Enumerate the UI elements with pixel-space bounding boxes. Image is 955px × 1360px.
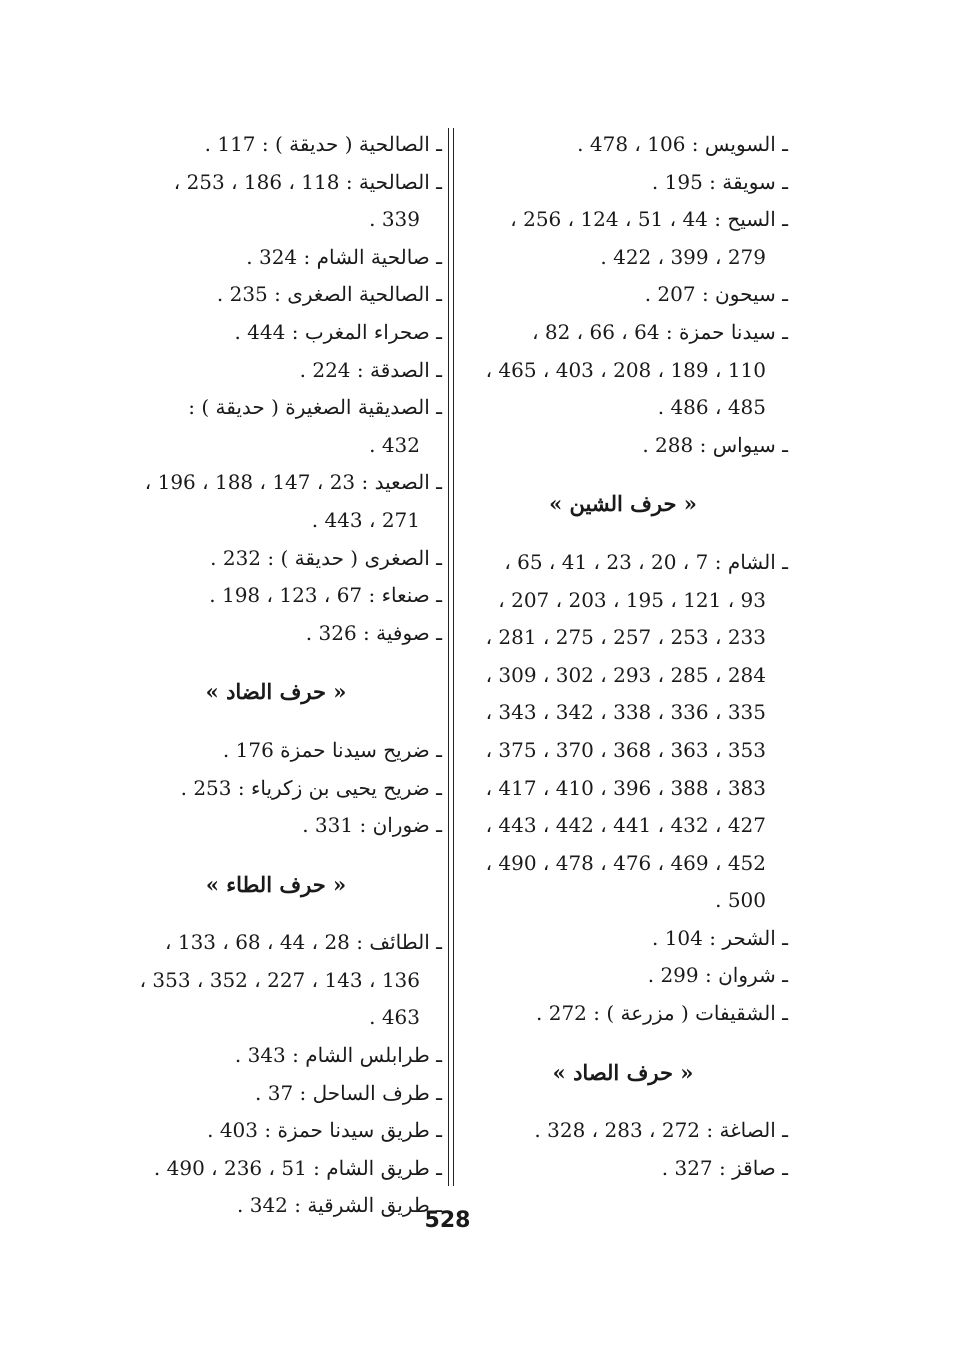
section-heading: « حرف الشين » xyxy=(549,491,697,517)
index-entry: ـ الصدقة : 224 . xyxy=(299,357,442,382)
index-entry: ـ الصديقية الصغيرة ( حديقة ) : xyxy=(188,395,442,420)
index-entry: ـ الصغرى ( حديقة ) : 232 . xyxy=(210,545,442,570)
index-entry: ـ صحراء المغرب : 444 . xyxy=(234,319,442,344)
index-entry: ـ سيحون : 207 . xyxy=(644,282,788,307)
index-entry: ـ الشقيفات ( مزرعة ) : 272 . xyxy=(536,1001,788,1026)
index-entry: ـ الطائف : 28 ، 44 ، 68 ، 133 ، xyxy=(165,930,442,955)
index-entry: ـ صالحية الشام : 324 . xyxy=(246,244,442,269)
index-entry: ـ الصالحية ( حديقة ) : 117 . xyxy=(204,132,442,156)
index-entry-continuation: 335 ، 336 ، 338 ، 342 ، 343 ، xyxy=(485,700,766,725)
index-entry: ـ ضريح يحيى بن زكرياء : 253 . xyxy=(180,775,442,800)
index-entry: ـ ضريح سيدنا حمزة 176 . xyxy=(222,737,442,762)
index-entry: ـ الصعيد : 23 ، 147 ، 188 ، 196 ، xyxy=(144,470,442,495)
index-entry: ـ الصالحية : 118 ، 186 ، 253 ، xyxy=(173,169,442,194)
index-entry: ـ شروان : 299 . xyxy=(647,963,788,988)
section-heading: « حرف الطاء » xyxy=(205,871,347,897)
column-divider xyxy=(453,128,454,1186)
index-entry-continuation: 339 . xyxy=(369,207,420,232)
index-entry-continuation: 500 . xyxy=(715,888,766,913)
index-entry: ـ طريق سيدنا حمزة : 403 . xyxy=(207,1118,442,1143)
index-entry-continuation: 279 ، 399 ، 422 . xyxy=(600,244,766,269)
index-entry: ـ طريق الشرقية : 342 . xyxy=(237,1193,442,1218)
index-entry-continuation: 463 . xyxy=(369,1005,420,1030)
page-number: 528 xyxy=(424,1208,471,1233)
index-entry: ـ صنعاء : 67 ، 123 ، 198 . xyxy=(209,583,442,608)
index-entry-continuation: 233 ، 253 ، 257 ، 275 ، 281 ، xyxy=(485,625,766,650)
index-entry-continuation: 452 ، 469 ، 476 ، 478 ، 490 ، xyxy=(485,850,766,875)
index-entry: ـ صوفية : 326 . xyxy=(305,620,442,645)
index-entry: ـ السويس : 106 ، 478 . xyxy=(577,132,788,156)
index-entry: ـ سويقة : 195 . xyxy=(651,169,788,194)
index-entry-continuation: 427 ، 432 ، 441 ، 442 ، 443 ، xyxy=(485,813,766,838)
index-entry-continuation: 284 ، 285 ، 293 ، 302 ، 309 ، xyxy=(485,662,766,687)
index-entry: ـ طرف الساحل : 37 . xyxy=(255,1080,442,1105)
index-entry: ـ ضوران : 331 . xyxy=(302,813,442,838)
index-entry-continuation: 353 ، 363 ، 368 ، 370 ، 375 ، xyxy=(485,737,766,762)
index-column-left xyxy=(110,126,442,1225)
index-column-right xyxy=(458,126,788,1187)
index-entry-continuation: 110 ، 189 ، 208 ، 403 ، 465 ، xyxy=(485,357,766,382)
section-heading: « حرف الضاد » xyxy=(205,679,347,705)
index-entry-continuation: 383 ، 388 ، 396 ، 410 ، 417 ، xyxy=(485,775,766,800)
index-entry: ـ الصاغة : 272 ، 283 ، 328 . xyxy=(534,1118,788,1143)
index-entry: ـ سيدنا حمزة : 64 ، 66 ، 82 ، xyxy=(532,319,788,344)
index-entry: ـ طريق الشام : 51 ، 236 ، 490 . xyxy=(153,1155,442,1180)
index-entry: ـ طرابلس الشام : 343 . xyxy=(234,1043,442,1068)
index-entry-continuation: 432 . xyxy=(369,432,420,457)
index-entry-continuation: 93 ، 121 ، 195 ، 203 ، 207 ، xyxy=(498,587,766,612)
column-divider xyxy=(448,128,449,1186)
index-entry: ـ الصالحية الصغرى : 235 . xyxy=(216,282,442,307)
index-entry-continuation: 136 ، 143 ، 227 ، 352 ، 353 ، xyxy=(139,967,420,992)
index-entry-continuation: 271 ، 443 . xyxy=(311,507,420,532)
index-entry: ـ صاقز : 327 . xyxy=(661,1155,788,1180)
section-heading: « حرف الصاد » xyxy=(552,1059,694,1085)
index-entry-continuation: 485 ، 486 . xyxy=(657,395,766,420)
index-entry: ـ السيح : 44 ، 51 ، 124 ، 256 ، xyxy=(510,207,788,232)
index-entry: ـ الشام : 7 ، 20 ، 23 ، 41 ، 65 ، xyxy=(504,549,788,574)
index-entry: ـ سيواس : 288 . xyxy=(642,432,788,457)
index-entry: ـ الشحر : 104 . xyxy=(651,925,788,950)
